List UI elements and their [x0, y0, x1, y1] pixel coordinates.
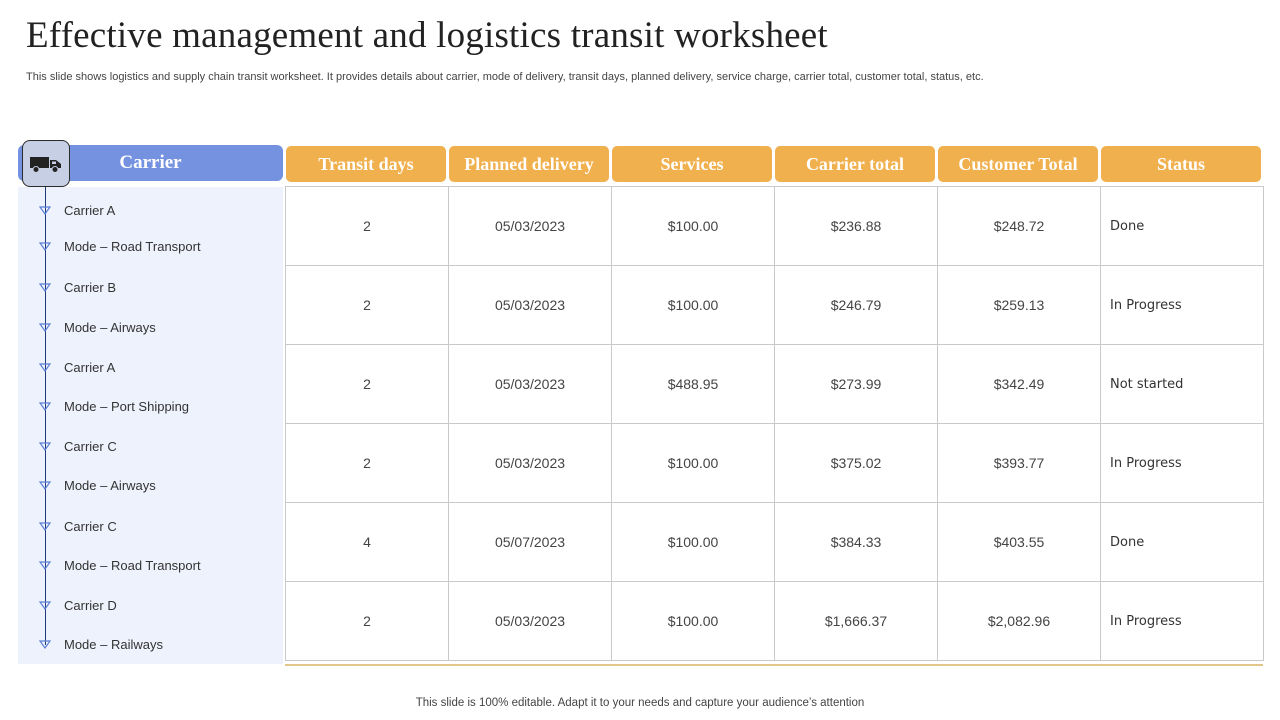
table-cell: $100.00: [612, 187, 775, 266]
table-cell: 2: [286, 345, 449, 424]
table-cell: $393.77: [938, 424, 1101, 503]
table-cell: 2: [286, 187, 449, 266]
page-subtitle: This slide shows logistics and supply chain transit worksheet. It provides details about carrier, mode of delivery, transit days, planned delivery, service charge, carrier total, customer total, status, etc.: [26, 71, 984, 83]
carrier-list-item: [18, 319, 283, 339]
table-cell: 4: [286, 503, 449, 582]
table-cell: 05/07/2023: [449, 503, 612, 582]
carrier-list: [18, 187, 283, 664]
timeline-marker-icon: [39, 601, 51, 610]
table-cell: $259.13: [938, 266, 1101, 345]
table-cell: $273.99: [775, 345, 938, 424]
carrier-item-label: Carrier B: [64, 280, 117, 295]
timeline-marker-icon: [39, 402, 51, 411]
table-row: [286, 503, 1264, 582]
carrier-item-label: Mode – Road Transport: [64, 239, 201, 254]
table-row: [286, 187, 1264, 266]
carrier-item-label: Carrier D: [64, 598, 117, 613]
column-header: Transit days: [286, 146, 446, 182]
status-cell: Not started: [1101, 345, 1264, 424]
status-cell: In Progress: [1101, 582, 1264, 661]
carrier-item-label: Mode – Railways: [64, 637, 163, 652]
status-cell: Done: [1101, 503, 1264, 582]
timeline-marker-icon: [39, 206, 51, 215]
carrier-item-label: Carrier A: [64, 360, 116, 375]
column-header: Customer Total: [938, 146, 1098, 182]
table-row: [286, 582, 1264, 661]
transit-table: [285, 186, 1263, 666]
table-cell: $246.79: [775, 266, 938, 345]
timeline-marker-icon: [39, 481, 51, 490]
status-cell: In Progress: [1101, 266, 1264, 345]
carrier-item-label: Carrier C: [64, 519, 117, 534]
table-cell: $1,666.37: [775, 582, 938, 661]
column-header: Planned delivery: [449, 146, 609, 182]
timeline-marker-icon: [39, 561, 51, 570]
table-cell: $236.88: [775, 187, 938, 266]
truck-icon: [22, 140, 70, 187]
table-cell: $488.95: [612, 345, 775, 424]
table-cell: 05/03/2023: [449, 424, 612, 503]
carrier-item-label: Mode – Road Transport: [64, 558, 201, 573]
carrier-item-label: Mode – Airways: [64, 478, 156, 493]
table-cell: 2: [286, 582, 449, 661]
carrier-list-item: [18, 636, 283, 656]
page-title: Effective management and logistics transit worksheet: [26, 15, 828, 56]
table-cell: 05/03/2023: [449, 266, 612, 345]
carrier-list-item: [18, 279, 283, 299]
column-header: Services: [612, 146, 772, 182]
column-header: Carrier total: [775, 146, 935, 182]
table-cell: $403.55: [938, 503, 1101, 582]
status-cell: In Progress: [1101, 424, 1264, 503]
carrier-list-item: [18, 202, 283, 222]
timeline-marker-icon: [39, 283, 51, 292]
timeline-marker-icon: [39, 442, 51, 451]
carrier-list-item: [18, 477, 283, 497]
carrier-list-item: [18, 398, 283, 418]
footer-note: This slide is 100% editable. Adapt it to your needs and capture your audience’s attention: [415, 697, 865, 709]
table-cell: 2: [286, 424, 449, 503]
status-cell: Done: [1101, 187, 1264, 266]
table-cell: $384.33: [775, 503, 938, 582]
timeline-marker-icon: [39, 363, 51, 372]
table-cell: $342.49: [938, 345, 1101, 424]
table-row: [286, 345, 1264, 424]
table-cell: $248.72: [938, 187, 1101, 266]
table-row: [286, 266, 1264, 345]
carrier-list-item: [18, 557, 283, 577]
table-row: [286, 424, 1264, 503]
timeline-marker-icon: [39, 242, 51, 251]
table-cell: $375.02: [775, 424, 938, 503]
carrier-list-item: [18, 359, 283, 379]
timeline-marker-icon: [39, 522, 51, 531]
table-cell: 2: [286, 266, 449, 345]
table-cell: 05/03/2023: [449, 582, 612, 661]
table-cell: 05/03/2023: [449, 345, 612, 424]
column-header: Status: [1101, 146, 1261, 182]
timeline-marker-icon: [39, 323, 51, 332]
table-cell: $100.00: [612, 582, 775, 661]
table-cell: 05/03/2023: [449, 187, 612, 266]
table-cell: $100.00: [612, 424, 775, 503]
carrier-item-label: Carrier C: [64, 439, 117, 454]
table-cell: $100.00: [612, 266, 775, 345]
table-cell: $2,082.96: [938, 582, 1101, 661]
timeline-marker-icon: [39, 640, 51, 649]
carrier-item-label: Mode – Airways: [64, 320, 156, 335]
carrier-list-item: [18, 438, 283, 458]
carrier-item-label: Carrier A: [64, 203, 116, 218]
carrier-list-item: [18, 238, 283, 258]
carrier-list-item: [18, 518, 283, 538]
carrier-list-item: [18, 597, 283, 617]
table-cell: $100.00: [612, 503, 775, 582]
carrier-header: Carrier: [18, 145, 283, 181]
carrier-item-label: Mode – Port Shipping: [64, 399, 190, 414]
